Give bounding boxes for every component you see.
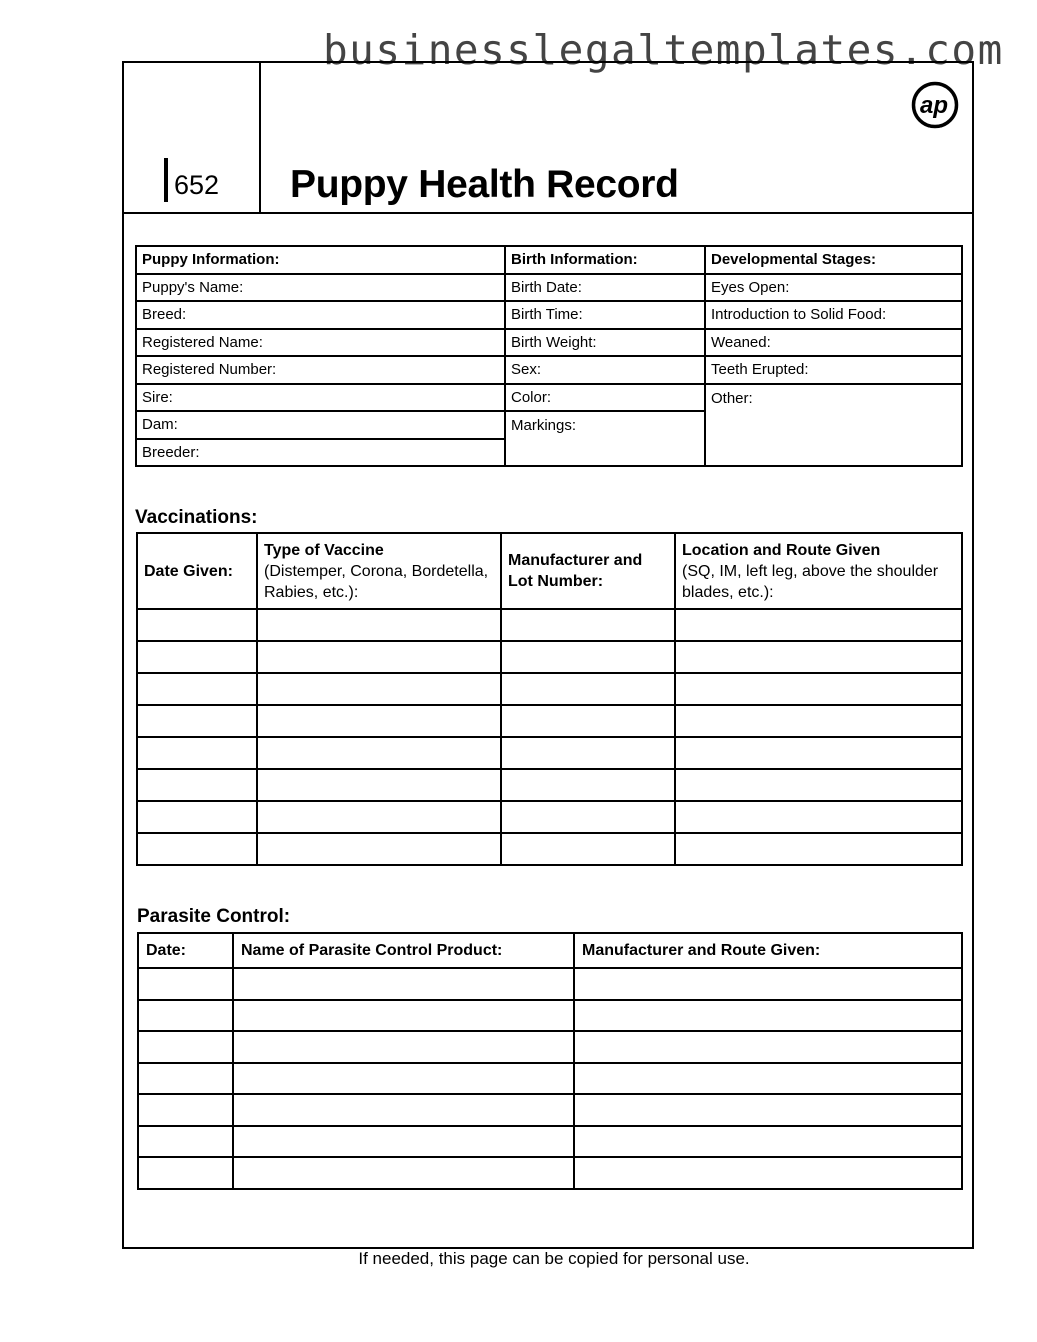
footer-note: If needed, this page can be copied for personal use. bbox=[358, 1249, 750, 1268]
parasite-row bbox=[138, 1157, 962, 1189]
vacc-manufacturer-cell[interactable] bbox=[501, 641, 675, 673]
vacc-row bbox=[137, 801, 962, 833]
birth-time-field[interactable]: Birth Time: bbox=[505, 301, 705, 329]
vacc-date-cell[interactable] bbox=[137, 801, 257, 833]
vacc-manufacturer-cell[interactable] bbox=[501, 673, 675, 705]
parasite-product-cell[interactable] bbox=[233, 1063, 574, 1095]
vacc-type-cell[interactable] bbox=[257, 737, 501, 769]
vacc-type-sublabel: (Distemper, Corona, Bordetella, Rabies, etc.): bbox=[264, 562, 489, 601]
registered-name-field[interactable]: Registered Name: bbox=[136, 329, 505, 357]
vacc-type-cell[interactable] bbox=[257, 833, 501, 865]
header-divider-vertical bbox=[259, 61, 261, 214]
parasite-control-table bbox=[137, 932, 963, 1190]
parasite-product-cell[interactable] bbox=[233, 1000, 574, 1032]
vacc-type-header bbox=[257, 533, 501, 609]
parasite-date-cell[interactable] bbox=[138, 968, 233, 1000]
header-divider-horizontal bbox=[122, 212, 974, 214]
parasite-manufacturer-cell[interactable] bbox=[574, 968, 962, 1000]
parasite-product-cell[interactable] bbox=[233, 1094, 574, 1126]
vacc-location-cell[interactable] bbox=[675, 673, 962, 705]
parasite-date-cell[interactable] bbox=[138, 1126, 233, 1158]
breed-field[interactable]: Breed: bbox=[136, 301, 505, 329]
vacc-type-cell[interactable] bbox=[257, 801, 501, 833]
vacc-type-label: Type of Vaccine bbox=[264, 541, 384, 559]
vacc-date-cell[interactable] bbox=[137, 673, 257, 705]
logo-text: ap bbox=[919, 92, 949, 119]
other-field[interactable]: Other: bbox=[705, 384, 962, 467]
parasite-product-cell[interactable] bbox=[233, 968, 574, 1000]
vacc-location-cell[interactable] bbox=[675, 705, 962, 737]
parasite-row bbox=[138, 1031, 962, 1063]
vacc-date-cell[interactable] bbox=[137, 769, 257, 801]
vacc-type-cell[interactable] bbox=[257, 705, 501, 737]
sex-field[interactable]: Sex: bbox=[505, 356, 705, 384]
solid-food-field[interactable]: Introduction to Solid Food: bbox=[705, 301, 962, 329]
markings-field[interactable]: Markings: bbox=[505, 411, 705, 466]
vaccinations-table bbox=[136, 532, 963, 866]
teeth-erupted-field[interactable]: Teeth Erupted: bbox=[705, 356, 962, 384]
vacc-location-label: Location and Route Given bbox=[682, 541, 881, 559]
vacc-type-cell[interactable] bbox=[257, 673, 501, 705]
parasite-row bbox=[138, 1126, 962, 1158]
puppy-info-table bbox=[135, 245, 963, 467]
puppy-name-field[interactable]: Puppy's Name: bbox=[136, 274, 505, 302]
vacc-date-cell[interactable] bbox=[137, 609, 257, 641]
parasite-manufacturer-cell[interactable] bbox=[574, 1157, 962, 1189]
vacc-location-header bbox=[675, 533, 962, 609]
vacc-manufacturer-cell[interactable] bbox=[501, 737, 675, 769]
vacc-row bbox=[137, 641, 962, 673]
parasite-row bbox=[138, 968, 962, 1000]
birth-date-field[interactable]: Birth Date: bbox=[505, 274, 705, 302]
registered-number-field[interactable]: Registered Number: bbox=[136, 356, 505, 384]
birth-info-header: Birth Information: bbox=[505, 246, 705, 274]
form-number: 652 bbox=[174, 170, 220, 200]
parasite-row bbox=[138, 1094, 962, 1126]
vacc-date-cell[interactable] bbox=[137, 737, 257, 769]
vacc-type-cell[interactable] bbox=[257, 769, 501, 801]
parasite-control-title: Parasite Control: bbox=[137, 906, 291, 927]
vacc-type-cell[interactable] bbox=[257, 641, 501, 673]
form-code-bar bbox=[164, 158, 168, 202]
sire-field[interactable]: Sire: bbox=[136, 384, 505, 412]
vacc-date-header bbox=[137, 533, 257, 609]
page-title: Puppy Health Record bbox=[290, 163, 679, 206]
vacc-manufacturer-cell[interactable] bbox=[501, 609, 675, 641]
parasite-product-cell[interactable] bbox=[233, 1031, 574, 1063]
vacc-manufacturer-cell[interactable] bbox=[501, 833, 675, 865]
breeder-field[interactable]: Breeder: bbox=[136, 439, 505, 467]
vacc-row bbox=[137, 737, 962, 769]
vacc-location-cell[interactable] bbox=[675, 801, 962, 833]
parasite-manufacturer-cell[interactable] bbox=[574, 1094, 962, 1126]
parasite-product-cell[interactable] bbox=[233, 1126, 574, 1158]
eyes-open-field[interactable]: Eyes Open: bbox=[705, 274, 962, 302]
vacc-manufacturer-header bbox=[501, 533, 675, 609]
vacc-manufacturer-cell[interactable] bbox=[501, 801, 675, 833]
parasite-date-cell[interactable] bbox=[138, 1094, 233, 1126]
parasite-product-header: Name of Parasite Control Product: bbox=[233, 933, 574, 968]
birth-weight-field[interactable]: Birth Weight: bbox=[505, 329, 705, 357]
vacc-location-cell[interactable] bbox=[675, 737, 962, 769]
puppy-info-header: Puppy Information: bbox=[136, 246, 505, 274]
vacc-type-cell[interactable] bbox=[257, 609, 501, 641]
vacc-row bbox=[137, 705, 962, 737]
vacc-location-cell[interactable] bbox=[675, 833, 962, 865]
parasite-date-cell[interactable] bbox=[138, 1157, 233, 1189]
parasite-date-cell[interactable] bbox=[138, 1000, 233, 1032]
vacc-row bbox=[137, 673, 962, 705]
watermark: businesslegaltemplates.com bbox=[323, 26, 1004, 74]
ap-logo bbox=[911, 81, 959, 129]
parasite-manufacturer-cell[interactable] bbox=[574, 1000, 962, 1032]
parasite-date-cell[interactable] bbox=[138, 1063, 233, 1095]
parasite-manufacturer-header: Manufacturer and Route Given: bbox=[574, 933, 962, 968]
vacc-manufacturer-cell[interactable] bbox=[501, 705, 675, 737]
vacc-location-sublabel: (SQ, IM, left leg, above the shoulder blades, etc.): bbox=[682, 562, 939, 601]
parasite-row bbox=[138, 1000, 962, 1032]
vaccinations-title: Vaccinations: bbox=[135, 507, 258, 528]
vacc-date-cell[interactable] bbox=[137, 705, 257, 737]
vacc-date-cell[interactable] bbox=[137, 833, 257, 865]
vacc-location-cell[interactable] bbox=[675, 769, 962, 801]
parasite-manufacturer-cell[interactable] bbox=[574, 1031, 962, 1063]
vacc-row bbox=[137, 833, 962, 865]
parasite-date-header: Date: bbox=[138, 933, 233, 968]
vacc-location-cell[interactable] bbox=[675, 609, 962, 641]
weaned-field[interactable]: Weaned: bbox=[705, 329, 962, 357]
parasite-row bbox=[138, 1063, 962, 1095]
color-field[interactable]: Color: bbox=[505, 384, 705, 412]
parasite-manufacturer-cell[interactable] bbox=[574, 1063, 962, 1095]
vacc-date-cell[interactable] bbox=[137, 641, 257, 673]
parasite-product-cell[interactable] bbox=[233, 1157, 574, 1189]
parasite-manufacturer-cell[interactable] bbox=[574, 1126, 962, 1158]
vacc-row bbox=[137, 609, 962, 641]
vacc-manufacturer-label: Manufacturer and Lot Number: bbox=[508, 552, 643, 590]
parasite-date-cell[interactable] bbox=[138, 1031, 233, 1063]
vacc-row bbox=[137, 769, 962, 801]
vacc-date-label: Date Given: bbox=[144, 562, 233, 580]
vacc-manufacturer-cell[interactable] bbox=[501, 769, 675, 801]
vacc-location-cell[interactable] bbox=[675, 641, 962, 673]
dev-stages-header: Developmental Stages: bbox=[705, 246, 962, 274]
dam-field[interactable]: Dam: bbox=[136, 411, 505, 439]
